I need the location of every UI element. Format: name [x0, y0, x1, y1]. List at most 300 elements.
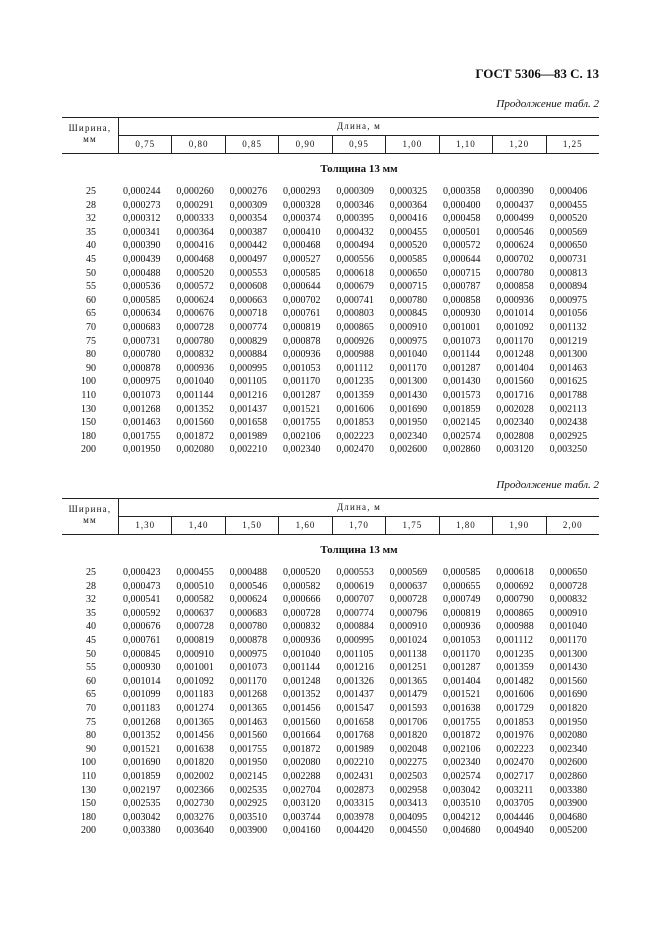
volume-cell: 0,004680: [549, 811, 588, 823]
volume-cell: 0,003250: [549, 444, 588, 456]
volume-cell: 0,002288: [282, 770, 321, 782]
width-value: 200: [81, 825, 96, 837]
volume-cell: 0,000400: [442, 199, 481, 211]
volume-cell: 0,000774: [229, 321, 268, 333]
volume-cell: 0,000780: [123, 349, 161, 361]
volume-cell: 0,001040: [549, 621, 588, 633]
volume-cell: 0,001716: [496, 389, 534, 401]
volume-cell: 0,000585: [123, 294, 161, 306]
volume-cell: 0,000293: [282, 186, 321, 197]
volume-cell: 0,000930: [123, 662, 161, 674]
volume-cell: 0,001872: [176, 430, 214, 442]
width-value: 110: [81, 770, 96, 782]
volume-cell: 0,000546: [496, 226, 534, 238]
volume-cell: 0,000845: [123, 648, 161, 660]
width-value: 90: [86, 743, 96, 755]
volume-cell: 0,001235: [336, 376, 374, 388]
volume-cell: 0,000988: [496, 621, 534, 633]
volume-cell: 0,000679: [336, 281, 374, 293]
volume-cell: 0,001073: [229, 662, 268, 674]
volume-cell: 0,000884: [336, 621, 374, 633]
volume-cell: 0,001658: [336, 716, 374, 728]
volume-cell: 0,000865: [496, 607, 534, 619]
volume-cell: 0,001859: [442, 403, 481, 415]
volume-cell: 0,002470: [496, 757, 534, 769]
volume-cell: 0,001482: [496, 675, 534, 687]
volume-cell: 0,002600: [549, 757, 588, 769]
volume-cell: 0,004212: [442, 811, 481, 823]
volume-cell: 0,001170: [442, 648, 481, 660]
volume-cell: 0,000291: [176, 199, 214, 211]
volume-cell: 0,002106: [442, 743, 481, 755]
table-row: [62, 185, 599, 199]
volume-cell: 0,000416: [176, 240, 214, 252]
volume-cell: 0,000346: [336, 199, 374, 211]
volume-cell: 0,001560: [176, 417, 214, 429]
volume-cell: 0,001404: [496, 362, 534, 374]
volume-cell: 0,001404: [442, 675, 481, 687]
volume-cell: 0,000930: [442, 308, 481, 320]
volume-cell: 0,000553: [336, 567, 374, 578]
volume-cell: 0,004420: [336, 825, 374, 837]
volume-cell: 0,002860: [442, 444, 481, 456]
volume-cell: 0,001521: [282, 403, 321, 415]
volume-cell: 0,002275: [389, 757, 428, 769]
volume-cell: 0,000488: [229, 567, 268, 578]
length-value: 0,75: [135, 139, 156, 149]
volume-cell: 0,001729: [496, 702, 534, 714]
volume-cell: 0,000468: [282, 240, 321, 252]
volume-cell: 0,001235: [496, 648, 534, 660]
volume-cell: 0,001216: [336, 662, 374, 674]
volume-cell: 0,000975: [549, 294, 588, 306]
volume-cell: 0,002340: [549, 743, 588, 755]
volume-cell: 0,000988: [336, 349, 374, 361]
volume-cell: 0,000455: [176, 567, 214, 578]
volume-cell: 0,003510: [229, 811, 268, 823]
volume-cell: 0,001365: [176, 716, 214, 728]
table-row: [62, 607, 599, 621]
volume-cell: 0,000406: [549, 186, 588, 197]
volume-cell: 0,000442: [229, 240, 268, 252]
table-row: [62, 226, 599, 240]
volume-cell: 0,000894: [549, 281, 588, 293]
volume-cell: 0,001950: [389, 417, 428, 429]
volume-cell: 0,001430: [549, 662, 588, 674]
volume-cell: 0,001352: [123, 730, 161, 742]
volume-cell: 0,001755: [123, 430, 161, 442]
volume-cell: 0,000741: [336, 294, 374, 306]
volume-cell: 0,002080: [549, 730, 588, 742]
volume-cell: 0,001664: [282, 730, 321, 742]
volume-cell: 0,000650: [549, 567, 588, 578]
volume-cell: 0,001132: [549, 321, 587, 333]
width-value: 70: [86, 702, 96, 714]
volume-cell: 0,002028: [496, 403, 534, 415]
volume-cell: 0,000520: [549, 213, 588, 225]
length-value: 1,10: [439, 136, 492, 153]
volume-cell: 0,001170: [282, 376, 321, 388]
width-value: 60: [86, 294, 96, 306]
length-values-row: [119, 517, 599, 534]
volume-cell: 0,001573: [442, 389, 481, 401]
volume-cell: 0,001976: [496, 730, 534, 742]
table-row: [62, 253, 599, 267]
width-value: 40: [86, 621, 96, 633]
volume-cell: 0,001183: [176, 689, 214, 701]
volume-cell: 0,002438: [549, 417, 588, 429]
volume-cell: 0,002535: [229, 784, 268, 796]
volume-cell: 0,004940: [496, 825, 534, 837]
volume-cell: 0,002002: [176, 770, 214, 782]
volume-cell: 0,000637: [389, 580, 428, 592]
volume-cell: 0,001755: [229, 743, 268, 755]
volume-cell: 0,000644: [282, 281, 321, 293]
volume-cell: 0,000683: [123, 321, 161, 333]
length-value: 1,20: [492, 136, 545, 153]
width-value: 130: [81, 784, 96, 796]
volume-cell: 0,001463: [549, 362, 588, 374]
volume-cell: 0,000499: [496, 213, 534, 225]
table-row: [62, 443, 599, 457]
volume-cell: 0,002223: [496, 743, 534, 755]
volume-cell: 0,000975: [229, 648, 268, 660]
volume-cell: 0,000439: [123, 253, 161, 265]
volume-cell: 0,000728: [176, 321, 214, 333]
volume-cell: 0,001326: [336, 675, 374, 687]
volume-cell: 0,001853: [336, 417, 374, 429]
volume-cell: 0,000410: [282, 226, 321, 238]
volume-cell: 0,003744: [282, 811, 321, 823]
volume-cell: 0,003380: [549, 784, 588, 796]
volume-cell: 0,001014: [123, 675, 161, 687]
volume-cell: 0,000692: [496, 580, 534, 592]
table-row: [62, 797, 599, 811]
volume-cell: 0,004446: [496, 811, 534, 823]
width-value: 60: [86, 675, 96, 687]
volume-cell: 0,002958: [389, 784, 428, 796]
table-row: [62, 648, 599, 662]
volume-cell: 0,000644: [442, 253, 481, 265]
volume-cell: 0,001593: [389, 702, 428, 714]
volume-cell: 0,001251: [389, 662, 428, 674]
volume-cell: 0,004680: [442, 825, 481, 837]
volume-cell: 0,000536: [123, 281, 161, 293]
width-value: 180: [81, 811, 96, 823]
volume-cell: 0,000936: [442, 621, 481, 633]
volume-cell: 0,000468: [176, 253, 214, 265]
volume-cell: 0,002704: [282, 784, 321, 796]
volume-cell: 0,000510: [176, 580, 214, 592]
volume-cell: 0,001560: [496, 376, 534, 388]
volume-cell: 0,001099: [123, 689, 161, 701]
volume-cell: 0,002106: [282, 430, 321, 442]
volume-cell: 0,001456: [176, 730, 214, 742]
volume-cell: 0,000832: [176, 349, 214, 361]
table-row: [62, 756, 599, 770]
volume-cell: 0,000780: [389, 294, 428, 306]
table-row: [62, 239, 599, 253]
volume-cell: 0,001138: [389, 648, 427, 660]
volume-cell: 0,001853: [496, 716, 534, 728]
width-label-line2: мм: [83, 134, 97, 144]
volume-cell: 0,001950: [229, 757, 268, 769]
volume-cell: 0,000761: [282, 308, 321, 320]
volume-cell: 0,003380: [123, 825, 161, 837]
volume-cell: 0,000878: [123, 362, 161, 374]
width-value: 55: [86, 281, 96, 293]
volume-cell: 0,003042: [442, 784, 481, 796]
volume-cell: 0,002113: [549, 403, 587, 415]
continuation-note-2: Продолжение табл. 2: [496, 479, 599, 491]
volume-cell: 0,000624: [229, 594, 268, 606]
width-value: 32: [86, 213, 96, 225]
volume-cell: 0,001872: [282, 743, 321, 755]
volume-cell: 0,000819: [442, 607, 481, 619]
width-value: 25: [86, 186, 96, 197]
volume-cell: 0,000553: [229, 267, 268, 279]
volume-cell: 0,000312: [123, 213, 161, 225]
volume-cell: 0,003120: [496, 444, 534, 456]
volume-cell: 0,001248: [282, 675, 321, 687]
width-value: 50: [86, 648, 96, 660]
volume-cell: 0,000676: [123, 621, 161, 633]
volume-cell: 0,000702: [496, 253, 534, 265]
volume-cell: 0,001105: [336, 648, 374, 660]
volume-cell: 0,002860: [549, 770, 588, 782]
table-row: [62, 566, 599, 580]
width-value: 55: [86, 662, 96, 674]
volume-cell: 0,001287: [282, 389, 321, 401]
volume-cell: 0,001456: [282, 702, 321, 714]
width-value: 150: [81, 417, 96, 429]
thickness-heading: Толщина 13 мм: [320, 163, 398, 175]
volume-cell: 0,002340: [389, 430, 428, 442]
volume-cell: 0,001287: [442, 362, 481, 374]
volume-cell: 0,002535: [123, 798, 161, 810]
volume-cell: 0,000845: [389, 308, 428, 320]
width-value: 65: [86, 689, 96, 701]
volume-cell: 0,002925: [229, 798, 268, 810]
width-column-header: [62, 118, 119, 153]
volume-cell: 0,000592: [123, 607, 161, 619]
volume-cell: 0,000432: [336, 226, 374, 238]
volume-cell: 0,000655: [442, 580, 481, 592]
volume-cell: 0,000390: [496, 186, 534, 197]
volume-cell: 0,001690: [549, 689, 588, 701]
volume-cell: 0,000715: [442, 267, 481, 279]
width-label-line1: Ширина,: [68, 504, 112, 514]
volume-cell: 0,003510: [442, 798, 481, 810]
table-row: [62, 267, 599, 281]
volume-cell: 0,001365: [229, 702, 268, 714]
volume-cell: 0,002873: [336, 784, 374, 796]
length-value: 0,85: [225, 136, 278, 153]
width-value: 45: [86, 634, 96, 646]
volume-cell: 0,004095: [389, 811, 428, 823]
length-value: 1,90: [492, 517, 545, 534]
length-value: 1,30: [135, 520, 156, 530]
continuation-note-1: Продолжение табл. 2: [496, 98, 599, 110]
width-value: 150: [81, 798, 96, 810]
volume-cell: 0,000455: [549, 199, 588, 211]
volume-cell: 0,003315: [336, 798, 374, 810]
volume-cell: 0,000749: [442, 594, 481, 606]
volume-cell: 0,000572: [442, 240, 481, 252]
table-row: [62, 416, 599, 430]
length-column-header: Длина, м: [119, 118, 599, 136]
width-value: 75: [86, 716, 96, 728]
volume-cell: 0,000618: [336, 267, 374, 279]
volume-cell: 0,001820: [389, 730, 428, 742]
volume-cell: 0,002048: [389, 743, 428, 755]
volume-cell: 0,002340: [282, 444, 321, 456]
volume-cell: 0,005200: [549, 825, 588, 837]
volume-cell: 0,001040: [176, 376, 214, 388]
table-2-header: [62, 498, 599, 535]
width-value: 80: [86, 349, 96, 361]
volume-cell: 0,001658: [229, 417, 268, 429]
length-value: 1,25: [546, 136, 599, 153]
table-row: [62, 307, 599, 321]
table-row: [62, 729, 599, 743]
volume-cell: 0,001606: [336, 403, 374, 415]
volume-cell: 0,001950: [123, 444, 161, 456]
volume-cell: 0,000676: [176, 308, 214, 320]
volume-cell: 0,001073: [442, 335, 481, 347]
volume-cell: 0,001300: [549, 648, 588, 660]
length-value: 1,70: [332, 517, 385, 534]
volume-cell: 0,000865: [336, 321, 374, 333]
volume-cell: 0,000520: [176, 267, 214, 279]
table-row: [62, 702, 599, 716]
volume-cell: 0,001859: [123, 770, 161, 782]
volume-cell: 0,001690: [123, 757, 161, 769]
table-row: [62, 280, 599, 294]
length-column-header: Длина, м: [119, 499, 599, 517]
volume-cell: 0,000364: [176, 226, 214, 238]
length-value: 1,60: [278, 517, 331, 534]
width-value: 40: [86, 240, 96, 252]
volume-cell: 0,001521: [123, 743, 161, 755]
volume-cell: 0,003900: [229, 825, 268, 837]
width-value: 50: [86, 267, 96, 279]
volume-cell: 0,002223: [336, 430, 374, 442]
length-value: 1,80: [439, 517, 492, 534]
length-value: 1,75: [385, 517, 438, 534]
volume-cell: 0,000333: [176, 213, 214, 225]
volume-cell: 0,000618: [496, 567, 534, 578]
volume-cell: 0,000494: [336, 240, 374, 252]
volume-cell: 0,001001: [442, 321, 481, 333]
volume-cell: 0,001755: [442, 716, 481, 728]
volume-cell: 0,000260: [176, 186, 214, 197]
volume-cell: 0,000585: [442, 567, 481, 578]
volume-cell: 0,000780: [176, 335, 214, 347]
volume-cell: 0,002600: [389, 444, 428, 456]
width-value: 180: [81, 430, 96, 442]
volume-cell: 0,001300: [549, 349, 588, 361]
volume-cell: 0,001024: [389, 634, 428, 646]
volume-cell: 0,004160: [282, 825, 321, 837]
volume-cell: 0,000354: [229, 213, 268, 225]
volume-cell: 0,000803: [336, 308, 374, 320]
volume-cell: 0,000273: [123, 199, 161, 211]
table-row: [62, 784, 599, 798]
table-row: [62, 375, 599, 389]
volume-cell: 0,001872: [442, 730, 481, 742]
volume-cell: 0,001521: [442, 689, 481, 701]
volume-cell: 0,000276: [229, 186, 268, 197]
volume-cell: 0,002730: [176, 798, 214, 810]
volume-cell: 0,001950: [549, 716, 588, 728]
volume-cell: 0,001560: [282, 716, 321, 728]
volume-cell: 0,002197: [123, 784, 161, 796]
volume-cell: 0,001183: [123, 702, 161, 714]
volume-cell: 0,000813: [549, 267, 588, 279]
volume-cell: 0,000309: [336, 186, 374, 197]
volume-cell: 0,000325: [389, 186, 428, 197]
width-label-line2: мм: [83, 515, 97, 525]
volume-cell: 0,001040: [282, 648, 321, 660]
table-row: [62, 430, 599, 444]
volume-cell: 0,001638: [442, 702, 481, 714]
volume-cell: 0,002717: [496, 770, 534, 782]
volume-cell: 0,001706: [389, 716, 428, 728]
volume-cell: 0,002080: [282, 757, 321, 769]
volume-cell: 0,001001: [176, 662, 214, 674]
volume-cell: 0,000829: [229, 335, 268, 347]
volume-cell: 0,000910: [389, 321, 428, 333]
volume-cell: 0,000634: [123, 308, 161, 320]
volume-cell: 0,000790: [496, 594, 534, 606]
volume-cell: 0,000663: [229, 294, 268, 306]
volume-cell: 0,000582: [176, 594, 214, 606]
table-2-rows: [62, 566, 599, 838]
length-value: 0,80: [171, 136, 224, 153]
volume-cell: 0,000858: [496, 281, 534, 293]
volume-cell: 0,003705: [496, 798, 534, 810]
volume-cell: 0,000608: [229, 281, 268, 293]
length-value: 0,95: [332, 136, 385, 153]
width-label-line1: Ширина,: [68, 123, 112, 133]
volume-cell: 0,001170: [549, 634, 587, 646]
volume-cell: 0,001040: [389, 349, 428, 361]
volume-cell: 0,001430: [442, 376, 481, 388]
width-value: 65: [86, 308, 96, 320]
volume-cell: 0,001547: [336, 702, 374, 714]
volume-cell: 0,000995: [229, 362, 268, 374]
volume-cell: 0,001638: [176, 743, 214, 755]
width-value: 100: [81, 757, 96, 769]
volume-cell: 0,000666: [282, 594, 321, 606]
volume-cell: 0,000650: [389, 267, 428, 279]
volume-cell: 0,000328: [282, 199, 321, 211]
length-values-row: [119, 136, 599, 153]
length-value: 2,00: [546, 517, 599, 534]
volume-cell: 0,002210: [336, 757, 374, 769]
volume-cell: 0,000731: [549, 253, 588, 265]
volume-cell: 0,000878: [229, 634, 268, 646]
volume-cell: 0,000387: [229, 226, 268, 238]
volume-cell: 0,001053: [282, 362, 321, 374]
table-row: [62, 321, 599, 335]
volume-cell: 0,000572: [176, 281, 214, 293]
volume-cell: 0,001170: [229, 675, 267, 687]
volume-cell: 0,000423: [123, 567, 161, 578]
width-value: 100: [81, 376, 96, 388]
volume-cell: 0,000488: [123, 267, 161, 279]
